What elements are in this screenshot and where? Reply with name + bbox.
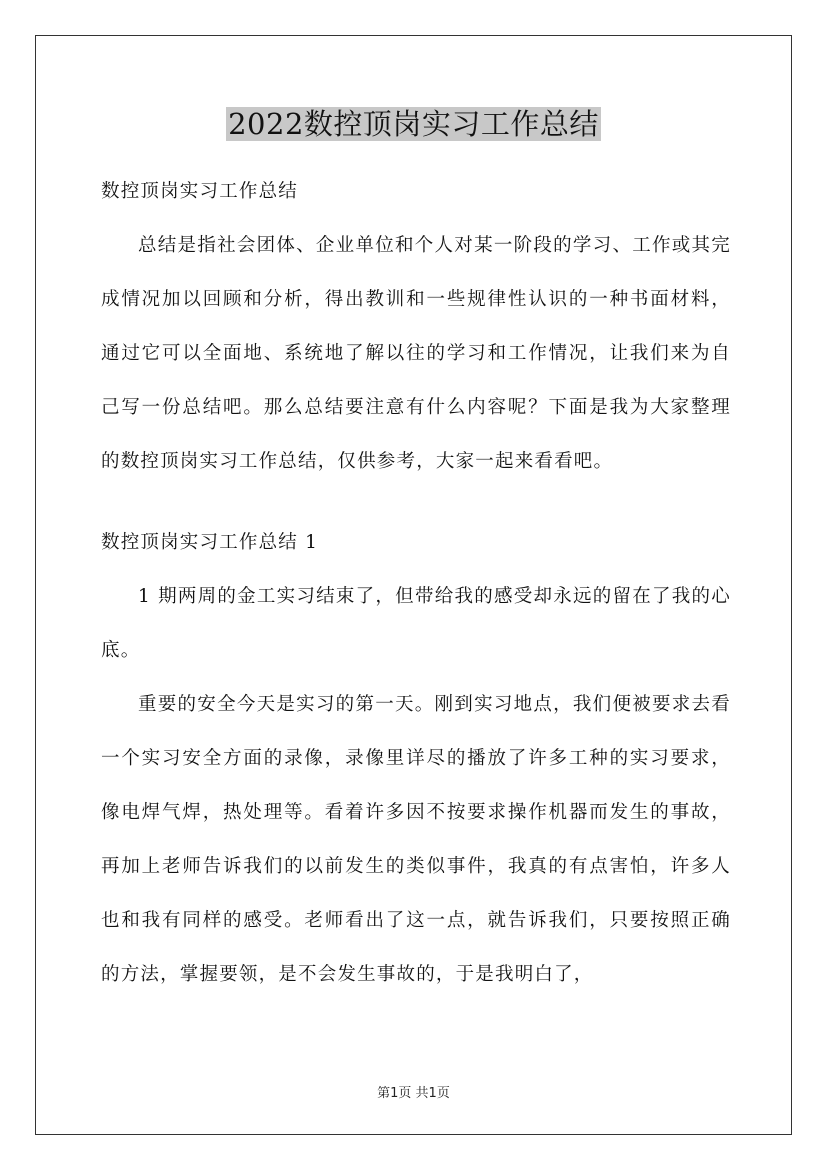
page-footer: 第1页 共1页 <box>377 1086 450 1101</box>
paragraph-1: 1 期两周的金工实习结束了，但带给我的感受却永远的留在了我的心底。 <box>101 586 731 661</box>
intro-paragraph: 总结是指社会团体、企业单位和个人对某一阶段的学习、工作或其完成情况加以回顾和分析，得出教训和一些规律性认识的一种书面材料，通过它可以全面地、系统地了解以往的学习和工作情况，让我们来为自己写一份总结吧。那么总结要注意有什么内容呢？下面是我为大家整理的数控顶岗实习工作总结，仅供参考，大家一起来看看吧。 <box>101 235 731 472</box>
document-title-text: 2022数控顶岗实习工作总结 <box>228 107 599 141</box>
document-title <box>0 103 827 144</box>
section-spacer <box>101 489 731 516</box>
section-heading: 数控顶岗实习工作总结 1 <box>101 532 319 553</box>
intro-heading: 数控顶岗实习工作总结 <box>101 181 299 202</box>
paragraph-2: 重要的安全今天是实习的第一天。刚到实习地点，我们便被要求去看一个实习安全方面的录像，录像里详尽的播放了许多工种的实习要求，像电焊气焊，热处理等。看着许多因不按要求操作机器而发生的事故，再加上老师告诉我们的以前发生的类似事件，我真的有点害怕，许多人也和我有同样的感受。老师看出了这一点，就告诉我们，只要按照正确的方法，掌握要领，是不会发生事故的，于是我明白了， <box>101 694 731 985</box>
document-body <box>101 165 731 1002</box>
